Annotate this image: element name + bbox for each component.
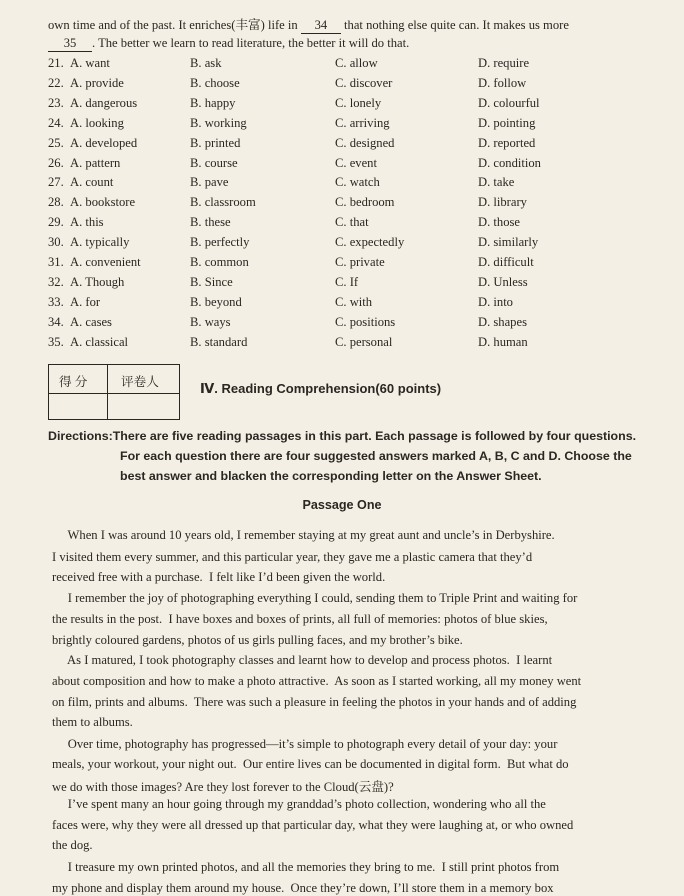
option-b: B. happy [190,95,236,110]
blank-35: 35 [48,36,92,52]
option-a: A. classical [70,334,129,349]
directions-line-1 [48,429,636,443]
passage-line: faces were, why they were all dressed up that particular day, what they were laughing at, or who owned [52,818,574,832]
passage-line: the results in the post. I have boxes and boxes of prints, all full of memories: photos of blue skies, [52,612,548,626]
option-d: D. pointing [478,115,536,130]
option-d: D. take [478,175,515,190]
passage-line: Over time, photography has progressed—it’s simple to photograph every detail of your day: your [52,737,558,751]
intro-line-2 [48,36,409,52]
option-d: D. library [478,195,527,210]
option-b: B. ways [190,314,231,329]
option-a: A. developed [70,135,138,150]
question-number: 32. [48,274,64,289]
directions-line-3: best answer and blacken the corresponding letter on the Answer Sheet. [120,469,542,483]
passage-line: I remember the joy of photographing everything I could, sending them to Triple Print and waiting for [52,591,578,605]
intro-line-1 [48,14,569,34]
option-a: A. provide [70,75,124,90]
question-number: 34. [48,314,64,329]
passage-title: Passage One [302,498,382,512]
option-a: A. pattern [70,155,121,170]
section-title: Ⅳ. Reading Comprehension(60 points) [200,381,442,396]
option-a: A. Though [70,274,125,289]
question-number: 30. [48,235,64,250]
passage-line: my phone and display them around my house. Once they’re down, I’ll store them in a memory box [52,881,554,895]
passage-line: meals, your workout, your night out. Our entire lives can be documented in digital form. But what do [52,757,569,771]
option-a: A. for [70,294,101,309]
passage-line: I’ve spent many an hour going through my granddad’s photo collection, wondering who all the [52,797,546,811]
question-number: 28. [48,195,64,210]
question-number: 35. [48,334,64,349]
passage-line: on film, prints and albums. There was such a pleasure in feeling the photos in your hands and of adding [52,695,577,709]
option-b: B. these [190,215,231,230]
option-a: A. cases [70,314,112,329]
directions-line-2: For each question there are four suggested answers marked A, B, C and D. Choose the [120,449,632,463]
option-b: B. beyond [190,294,242,309]
passage-line: I treasure my own printed photos, and all the memories they bring to me. I still print photos from [52,860,560,874]
option-b: B. ask [190,56,222,70]
passage-line: I visited them every summer, and this particular year, they gave me a plastic camera that they’d [52,550,533,564]
passage-line: When I was around 10 years old, I remember staying at my great aunt and uncle’s in Derbyshire. [52,528,555,542]
question-number: 25. [48,135,64,150]
question-number: 21. [48,56,64,70]
question-number: 27. [48,175,64,190]
option-a: A. convenient [70,255,141,269]
option-a: A. count [70,175,114,190]
passage-line: we do with those images? Are they lost forever to the Cloud(云盘)? [52,780,394,794]
passage-line: about composition and how to make a photo attractive. As soon as I started working, all my money went [52,674,582,688]
passage-line: received free with a purchase. I felt like I’d been given the world. [52,570,386,584]
question-number: 22. [48,75,64,90]
intro-text-1a: own time and of the past. It enriches(丰富) life in [48,18,298,32]
option-c: C. lonely [335,95,382,110]
passage-line: them to albums. [52,715,133,729]
score-box [48,364,180,420]
option-b: B. pave [190,175,229,190]
option-c: C. watch [335,175,380,190]
option-d: D. condition [478,155,541,170]
option-b: B. choose [190,75,240,90]
option-d: D. similarly [478,235,539,250]
intro-text-2: . The better we learn to read literature, the better it will do that. [92,36,410,50]
grader-label: 评卷人 [121,375,159,389]
option-d: D. into [478,294,513,309]
question-number: 33. [48,294,64,309]
passage-line: brightly coloured gardens, photos of us girls pulling faces, and my brother’s bike. [52,633,463,647]
option-b: B. Since [190,274,233,289]
option-d: D. colourful [478,95,540,110]
option-b: B. classroom [190,195,256,210]
option-a: A. bookstore [70,195,136,210]
question-number: 23. [48,95,64,110]
option-a: A. this [70,215,104,230]
option-c: C. that [335,215,369,230]
option-b: B. common [190,255,249,269]
blank-34: 34 [301,18,341,34]
directions-text-1: There are five reading passages in this part. Each passage is followed by four questions. [112,429,637,443]
option-b: B. working [190,115,247,130]
option-d: D. follow [478,75,527,90]
passage-line: the dog. [52,838,93,852]
score-label: 得 分 [59,375,88,389]
option-c: C. If [335,274,359,289]
option-c: C. event [335,155,377,170]
option-c: C. private [335,255,385,269]
passage-line: As I matured, I took photography classes and learnt how to develop and process photos. I learnt [52,653,553,667]
question-number: 29. [48,215,64,230]
question-number: 26. [48,155,64,170]
option-a: A. looking [70,115,124,130]
option-d: D. those [478,215,520,230]
option-d: D. reported [478,135,536,150]
intro-text-1b: that nothing else quite can. It makes us more [344,18,569,32]
option-c: C. designed [335,135,395,150]
option-d: D. human [478,334,528,349]
option-c: C. arriving [335,115,390,130]
option-a: A. want [70,56,110,70]
option-b: B. perfectly [190,235,250,250]
question-number: 31. [48,255,64,269]
option-d: D. Unless [478,274,528,289]
option-b: B. standard [190,334,248,349]
option-d: D. difficult [478,255,534,269]
option-d: D. shapes [478,314,527,329]
option-b: B. course [190,155,238,170]
option-c: C. allow [335,56,378,70]
option-a: A. typically [70,235,130,250]
option-b: B. printed [190,135,241,150]
option-c: C. personal [335,334,393,349]
option-d: D. require [478,56,530,70]
option-c: C. positions [335,314,396,329]
option-a: A. dangerous [70,95,138,110]
question-number: 24. [48,115,64,130]
option-c: C. bedroom [335,195,395,210]
option-c: C. with [335,294,373,309]
option-c: C. discover [335,75,393,90]
option-c: C. expectedly [335,235,405,250]
directions-label: Directions: [48,429,113,443]
